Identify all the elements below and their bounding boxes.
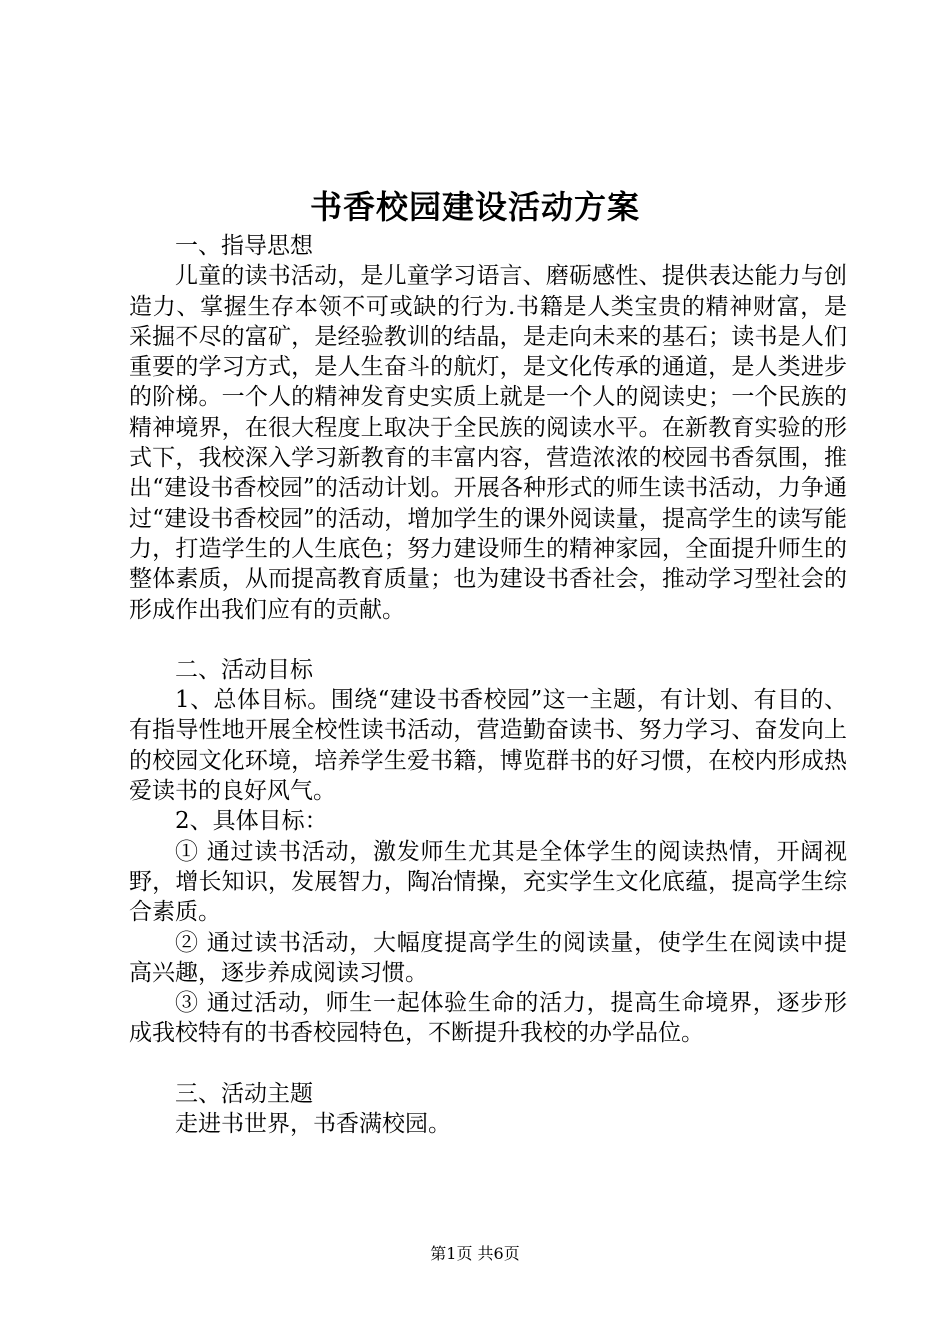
section-activity-goals <box>129 655 847 1049</box>
body-paragraph: 1、总体目标。围绕“建设书香校园”这一主题，有计划、有目的、有指导性地开展全校性读书活动，营造勤奋读书、努力学习、奋发向上的校园文化环境，培养学生爱书籍，博览群书的好习惯，在校内形成热爱读书的良好风气。 <box>129 687 847 805</box>
section-guiding-ideology <box>129 231 847 625</box>
body-paragraph: 走进书世界，书香满校园。 <box>175 1111 451 1138</box>
section-heading: 二、活动目标 <box>175 656 313 683</box>
document-body <box>129 231 847 1139</box>
body-paragraph: ② 通过读书活动，大幅度提高学生的阅读量，使学生在阅读中提高兴趣，逐步养成阅读习惯。 <box>129 929 847 986</box>
section-activity-theme <box>129 1079 847 1140</box>
document-title: 书香校园建设活动方案 <box>309 188 640 226</box>
page-footer: 第1页 共6页 <box>430 1244 520 1263</box>
section-spacer <box>129 625 847 655</box>
body-paragraph: ① 通过读书活动，激发师生尤其是全体学生的阅读热情，开阔视野，增长知识，发展智力，陶冶情操，充实学生文化底蕴，提高学生综合素质。 <box>129 838 847 926</box>
body-paragraph: 2、具体目标： <box>175 808 328 835</box>
body-paragraph: ③ 通过活动，师生一起体验生命的活力，提高生命境界，逐步形成我校特有的书香校园特色，不断提升我校的办学品位。 <box>129 990 847 1047</box>
body-paragraph: 儿童的读书活动，是儿童学习语言、磨砺感性、提供表达能力与创造力、掌握生存本领不可或缺的行为.书籍是人类宝贵的精神财富，是采掘不尽的富矿，是经验教训的结晶，是走向未来的基石；读书是人们重要的学习方式，是人生奋斗的航灯，是文化传承的通道，是人类进步的阶梯。一个人的精神发育史实质上就是一个人的阅读史；一个民族的精神境界，在很大程度上取决于全民族的阅读水平。在新教育实验的形式下，我校深入学习新教育的丰富内容，营造浓浓的校园书香氛围，推出“建设书香校园”的活动计划。开展各种形式的师生读书活动，力争通过“建设书香校园”的活动，增加学生的课外阅读量，提高学生的读写能力，打造学生的人生底色；努力建设师生的精神家园，全面提升师生的整体素质，从而提高教育质量；也为建设书香社会，推动学习型社会的形成作出我们应有的贡献。 <box>129 263 847 623</box>
section-spacer <box>129 1049 847 1079</box>
section-heading: 三、活动主题 <box>175 1080 313 1107</box>
section-heading: 一、指导思想 <box>175 233 313 259</box>
